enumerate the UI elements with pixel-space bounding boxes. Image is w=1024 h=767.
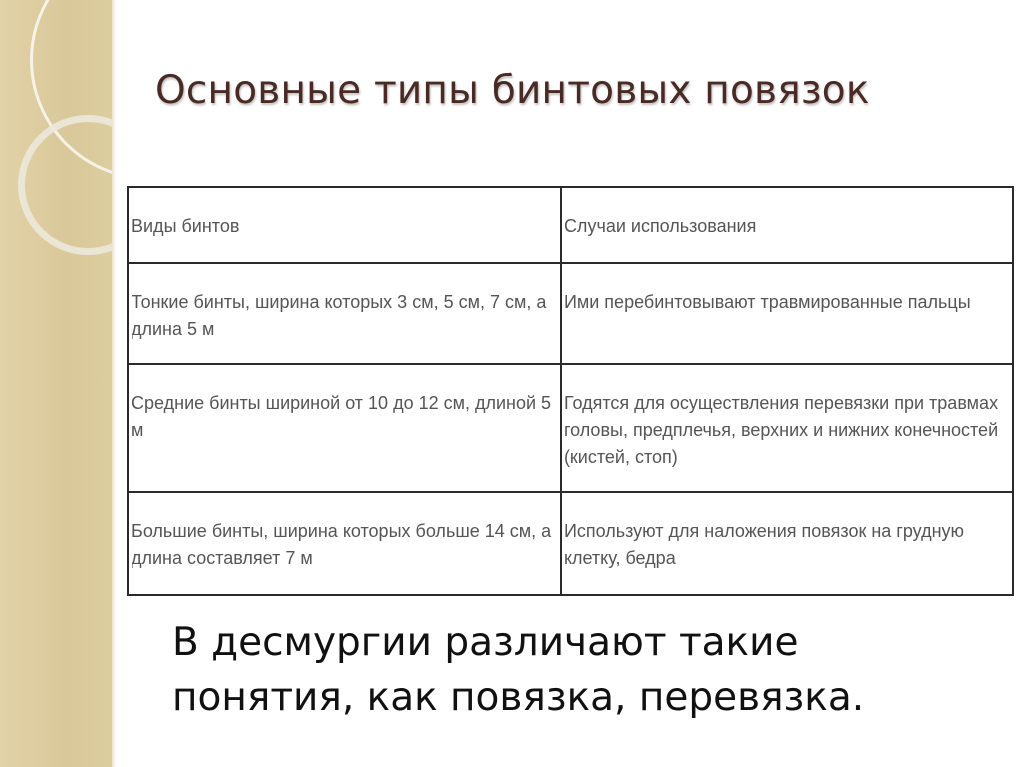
bandage-types-table [127,186,1014,596]
body-text-line: В десмургии различают такие [172,620,799,665]
table-cell: Средние бинты шириной от 10 до 12 см, длиной 5 м [128,364,561,492]
decorative-ring [18,115,112,255]
side-band-edge [112,0,115,767]
table-cell: Тонкие бинты, ширина которых 3 см, 5 см, 7 см, а длина 5 м [128,263,561,364]
slide-title: Основные типы бинтовых повязок [155,68,870,113]
table-header-cell: Виды бинтов [128,187,561,263]
table-cell: Большие бинты, ширина которых больше 14 см, а длина составляет 7 м [128,492,561,595]
table-header-row [128,187,1013,263]
decorative-side-band [0,0,112,767]
table-header-cell: Случаи использования [561,187,1013,263]
table-row [128,364,1013,492]
table-cell: Используют для наложения повязок на грудную клетку, бедра [561,492,1013,595]
table-row [128,263,1013,364]
slide-body-text [172,615,1002,725]
table-cell: Годятся для осуществления перевязки при травмах головы, предплечья, верхних и нижних конечностей (кистей, стоп) [561,364,1013,492]
table-cell: Ими перебинтовывают травмированные пальцы [561,263,1013,364]
table-row [128,492,1013,595]
body-text-line: понятия, как повязка, перевязка. [172,675,865,720]
